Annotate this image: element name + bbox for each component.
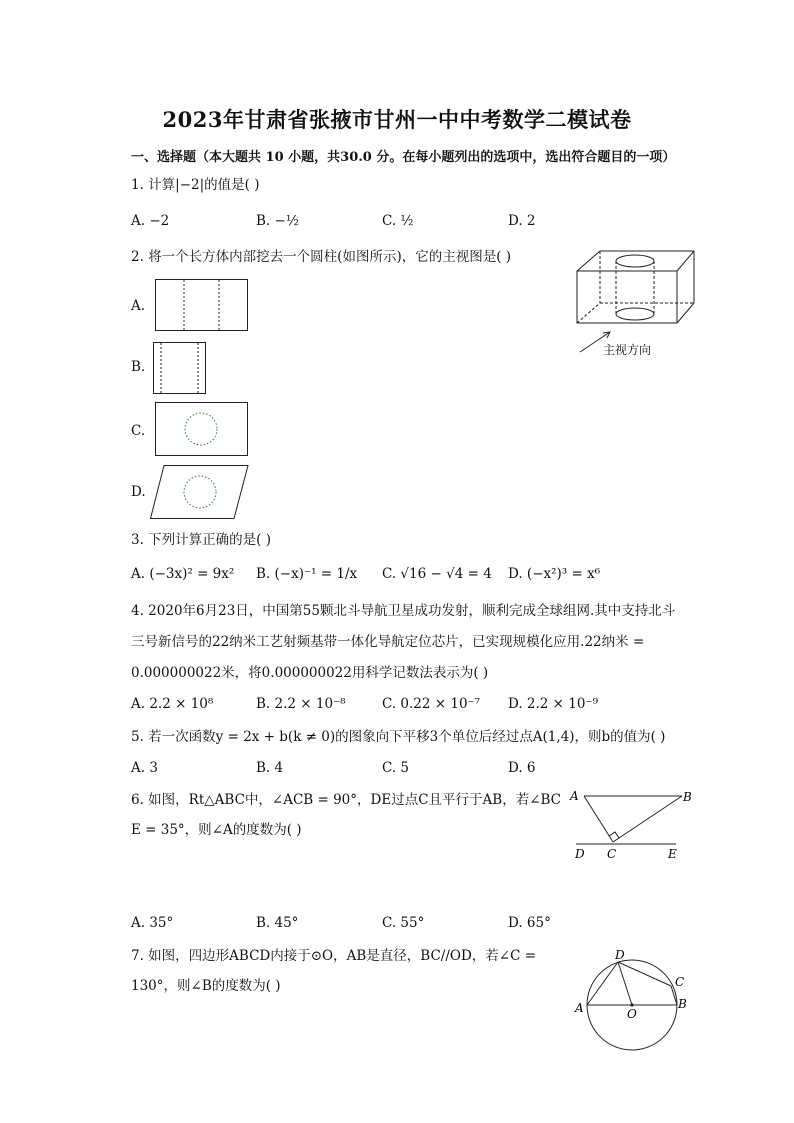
point-label-d: D <box>615 948 625 962</box>
question-1-stem: 1. 计算|−2|的值是( ) <box>131 177 260 193</box>
question-5-option-c: C. 5 <box>382 760 410 776</box>
question-5-option-a: A. 3 <box>131 760 158 776</box>
question-6-line-2: E = 35°，则∠A的度数为( ) <box>131 822 302 838</box>
triangle-figure <box>570 786 695 861</box>
question-4-option-b: B. 2.2 × 10⁻⁸ <box>256 696 346 712</box>
option-a-figure <box>155 279 249 331</box>
question-2-option-c: C. <box>131 423 146 439</box>
point-label-c: C <box>675 975 685 989</box>
page-title: 2023年甘肃省张掖市甘州一中中考数学二模试卷 <box>162 107 632 132</box>
question-7-line-1: 7. 如图，四边形ABCD内接于⊙O，AB是直径，BC//OD，若∠C = <box>131 948 537 964</box>
question-6-option-b: B. 45° <box>256 915 299 931</box>
circle-figure <box>570 948 695 1053</box>
question-4-line-2: 三号新信号的22纳米工艺射频基带一体化导航定位芯片，已实现规模化应用.22纳米 = <box>131 634 645 650</box>
question-4-option-a: A. 2.2 × 10⁸ <box>131 696 214 712</box>
question-5-option-b: B. 4 <box>256 760 284 776</box>
question-1-option-b: B. −½ <box>256 213 299 229</box>
point-label-c: C <box>607 847 617 861</box>
question-3-option-a: A. (−3x)² = 9x² <box>131 566 235 582</box>
option-c-figure <box>155 402 249 456</box>
question-3-option-b: B. (−x)⁻¹ = 1/x <box>256 566 358 582</box>
question-1-option-c: C. ½ <box>382 213 414 229</box>
point-label-b: B <box>678 997 687 1011</box>
question-6-option-a: A. 35° <box>131 915 174 931</box>
question-3-stem: 3. 下列计算正确的是( ) <box>131 532 271 548</box>
option-d-figure <box>150 465 250 519</box>
question-3-option-c: C. √16 − √4 = 4 <box>382 566 492 582</box>
view-direction-label: 主视方向 <box>603 343 652 357</box>
question-4-option-c: C. 0.22 × 10⁻⁷ <box>382 696 481 712</box>
question-4-line-3: 0.000000022米，将0.000000022用科学记数法表示为( ) <box>131 665 489 681</box>
point-label-o: O <box>627 1007 637 1021</box>
question-2-option-d: D. <box>131 484 146 500</box>
question-2-option-a: A. <box>131 298 146 314</box>
section-heading: 一、选择题（本大题共 10 小题，共30.0 分。在每小题列出的选项中，选出符合题目的一项） <box>131 150 676 165</box>
question-6-line-1: 6. 如图，Rt△ABC中，∠ACB = 90°，DE过点C且平行于AB，若∠BC <box>131 792 562 808</box>
question-4-option-d: D. 2.2 × 10⁻⁹ <box>508 696 599 712</box>
point-label-e: E <box>668 847 677 861</box>
question-6-option-d: D. 65° <box>508 915 551 931</box>
question-4-line-1: 4. 2020年6月23日，中国第55颗北斗导航卫星成功发射，顺利完成全球组网.其中支持北斗 <box>131 603 676 619</box>
question-2-option-b: B. <box>131 359 146 375</box>
question-1-option-a: A. −2 <box>131 213 170 229</box>
question-2-stem: 2. 将一个长方体内部挖去一个圆柱(如图所示)，它的主视图是( ) <box>131 249 512 265</box>
point-label-b: B <box>683 790 692 804</box>
question-1-option-d: D. 2 <box>508 213 536 229</box>
question-7-line-2: 130°，则∠B的度数为( ) <box>131 978 281 994</box>
point-label-d: D <box>575 847 585 861</box>
option-b-figure <box>153 342 207 394</box>
question-5-stem: 5. 若一次函数y = 2x + b(k ≠ 0)的图象向下平移3个单位后经过点A(1,4)，则b的值为( ) <box>131 729 666 745</box>
question-3-option-d: D. (−x²)³ = x⁶ <box>508 566 601 582</box>
question-6-option-c: C. 55° <box>382 915 425 931</box>
point-label-a: A <box>570 789 579 803</box>
question-5-option-d: D. 6 <box>508 760 536 776</box>
point-label-a: A <box>575 1001 584 1015</box>
